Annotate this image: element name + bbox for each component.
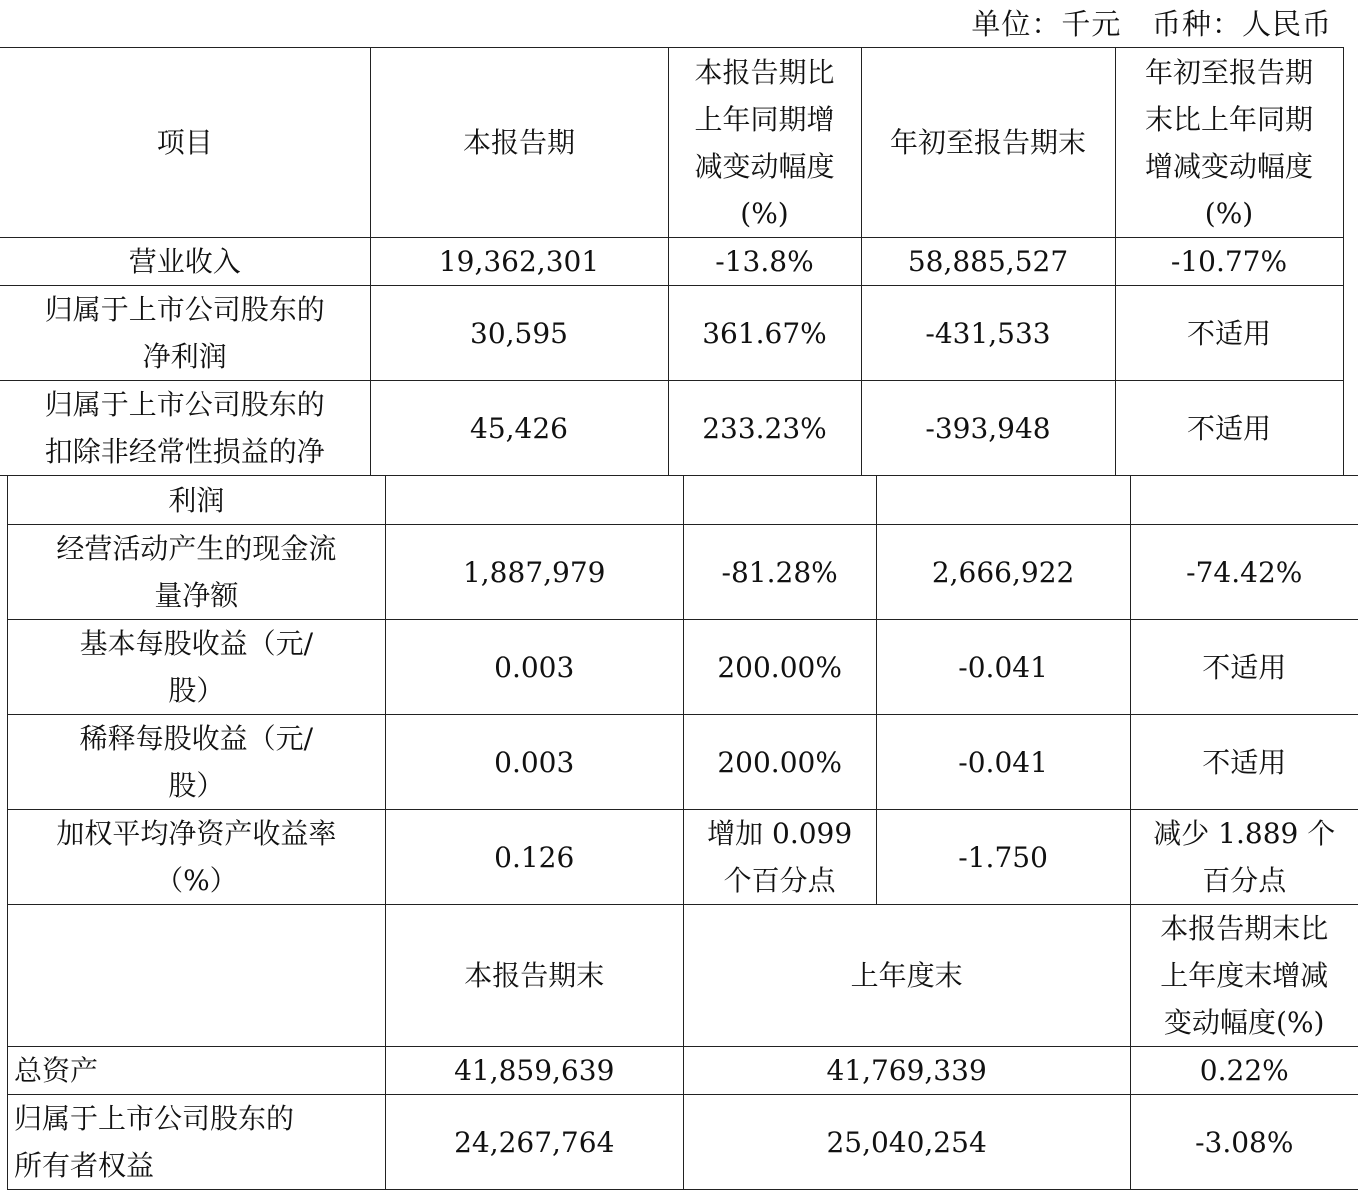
row-item-line2: 量净额 [154, 579, 239, 612]
row-period-end: 24,267,764 [385, 1095, 683, 1190]
row-current: 0.003 [385, 715, 683, 810]
row-item-line1: 归属于上市公司股东的 [14, 1102, 295, 1135]
row-ytd: -0.041 [876, 620, 1130, 715]
row-current-change-line2: 个百分点 [723, 864, 836, 897]
row-ytd-change: -74.42% [1130, 525, 1358, 620]
header-current-change-line4: (%) [740, 196, 789, 230]
row-item [8, 620, 386, 715]
top-financial-table [0, 47, 1344, 476]
header-balance-change [1130, 905, 1358, 1047]
row-current-change-line1: 增加 0.099 [707, 817, 853, 850]
row-current-change: 200.00% [683, 715, 876, 810]
row-period-end: 41,859,639 [385, 1047, 683, 1095]
row-item-line1: 稀释每股收益（元/ [79, 722, 314, 755]
row-prior-year-end: 41,769,339 [683, 1047, 1130, 1095]
table-row [8, 810, 1358, 905]
header-ytd-change [1115, 48, 1343, 238]
row-current-change: -13.8% [668, 238, 861, 286]
row-current: 0.003 [385, 620, 683, 715]
row-item-line1: 基本每股收益（元/ [79, 627, 314, 660]
row-item [8, 715, 386, 810]
row-ytd-change: 不适用 [1130, 715, 1358, 810]
table-row [8, 1095, 1358, 1190]
empty-cell [8, 905, 386, 1047]
table-row [8, 715, 1358, 810]
header-current-change-line1: 本报告期比 [694, 55, 835, 89]
row-current-change: -81.28% [683, 525, 876, 620]
empty-cell [385, 476, 683, 525]
unit-currency-note: 单位：千元 币种：人民币 [971, 7, 1332, 41]
header-ytd-change-line3: 增减变动幅度 [1144, 149, 1313, 183]
continued-item: 利润 [8, 476, 386, 525]
header-ytd-change-line1: 年初至报告期 [1144, 55, 1313, 89]
empty-cell [1130, 476, 1358, 525]
table-row [8, 1047, 1358, 1095]
row-current-change: 200.00% [683, 620, 876, 715]
empty-cell [683, 476, 876, 525]
empty-cell [876, 476, 1130, 525]
header-current-change-line3: 减变动幅度 [694, 149, 835, 183]
row-item-line1: 归属于上市公司股东的 [44, 388, 325, 421]
row-ytd: 58,885,527 [861, 238, 1115, 286]
row-ytd: 2,666,922 [876, 525, 1130, 620]
row-prior-year-end: 25,040,254 [683, 1095, 1130, 1190]
row-current: 45,426 [370, 381, 668, 476]
row-item-line1: 归属于上市公司股东的 [44, 293, 325, 326]
row-change: 0.22% [1130, 1047, 1358, 1095]
row-current: 19,362,301 [370, 238, 668, 286]
header-ytd-change-line4: (%) [1204, 196, 1254, 230]
row-ytd-change: -10.77% [1115, 238, 1343, 286]
row-item-line2: 净利润 [142, 340, 227, 373]
row-item-line2: 股） [168, 769, 225, 802]
row-item-line1: 加权平均净资产收益率 [56, 817, 337, 850]
row-item [8, 810, 386, 905]
row-current-change [683, 810, 876, 905]
row-ytd: -431,533 [861, 286, 1115, 381]
row-current: 30,595 [370, 286, 668, 381]
row-item-line2: 股） [168, 674, 225, 707]
header-balance-change-line1: 本报告期末比 [1160, 912, 1329, 945]
bottom-financial-table [7, 475, 1358, 1190]
row-current-change: 361.67% [668, 286, 861, 381]
row-current: 0.126 [385, 810, 683, 905]
header-balance-change-line3: 变动幅度(%) [1164, 1006, 1325, 1039]
row-item [0, 381, 370, 476]
row-ytd-change-line1: 减少 1.889 个 [1153, 817, 1336, 850]
row-item: 营业收入 [0, 238, 370, 286]
header-period-end: 本报告期末 [385, 905, 683, 1047]
table-row [0, 381, 1343, 476]
row-item [8, 1095, 386, 1190]
header-item: 项目 [0, 48, 370, 238]
table-row [0, 286, 1343, 381]
header-ytd: 年初至报告期末 [861, 48, 1115, 238]
row-current: 1,887,979 [385, 525, 683, 620]
header-ytd-change-line2: 末比上年同期 [1144, 102, 1313, 136]
table-row [8, 525, 1358, 620]
row-item [8, 525, 386, 620]
row-item-line1: 经营活动产生的现金流 [56, 532, 337, 565]
row-current-change: 233.23% [668, 381, 861, 476]
table-row [0, 238, 1343, 286]
row-ytd: -1.750 [876, 810, 1130, 905]
table-row [8, 476, 1358, 525]
row-ytd: -393,948 [861, 381, 1115, 476]
header-current-change-line2: 上年同期增 [694, 102, 835, 136]
header-prior-year-end: 上年度末 [683, 905, 1130, 1047]
row-ytd-change-line2: 百分点 [1202, 864, 1287, 897]
row-item [0, 286, 370, 381]
table-row [8, 620, 1358, 715]
row-change: -3.08% [1130, 1095, 1358, 1190]
row-ytd-change: 不适用 [1115, 381, 1343, 476]
row-ytd-change [1130, 810, 1358, 905]
row-ytd-change: 不适用 [1115, 286, 1343, 381]
header-balance-change-line2: 上年度末增减 [1160, 959, 1329, 992]
row-item-line2: 所有者权益 [14, 1149, 155, 1182]
row-item: 总资产 [8, 1047, 386, 1095]
row-ytd-change: 不适用 [1130, 620, 1358, 715]
row-ytd: -0.041 [876, 715, 1130, 810]
header-current-change [668, 48, 861, 238]
header-current-period: 本报告期 [370, 48, 668, 238]
header-row [0, 48, 1343, 238]
row-item-line2: 扣除非经常性损益的净 [44, 435, 325, 468]
balance-header-row [8, 905, 1358, 1047]
row-item-line2: （%） [155, 864, 238, 897]
